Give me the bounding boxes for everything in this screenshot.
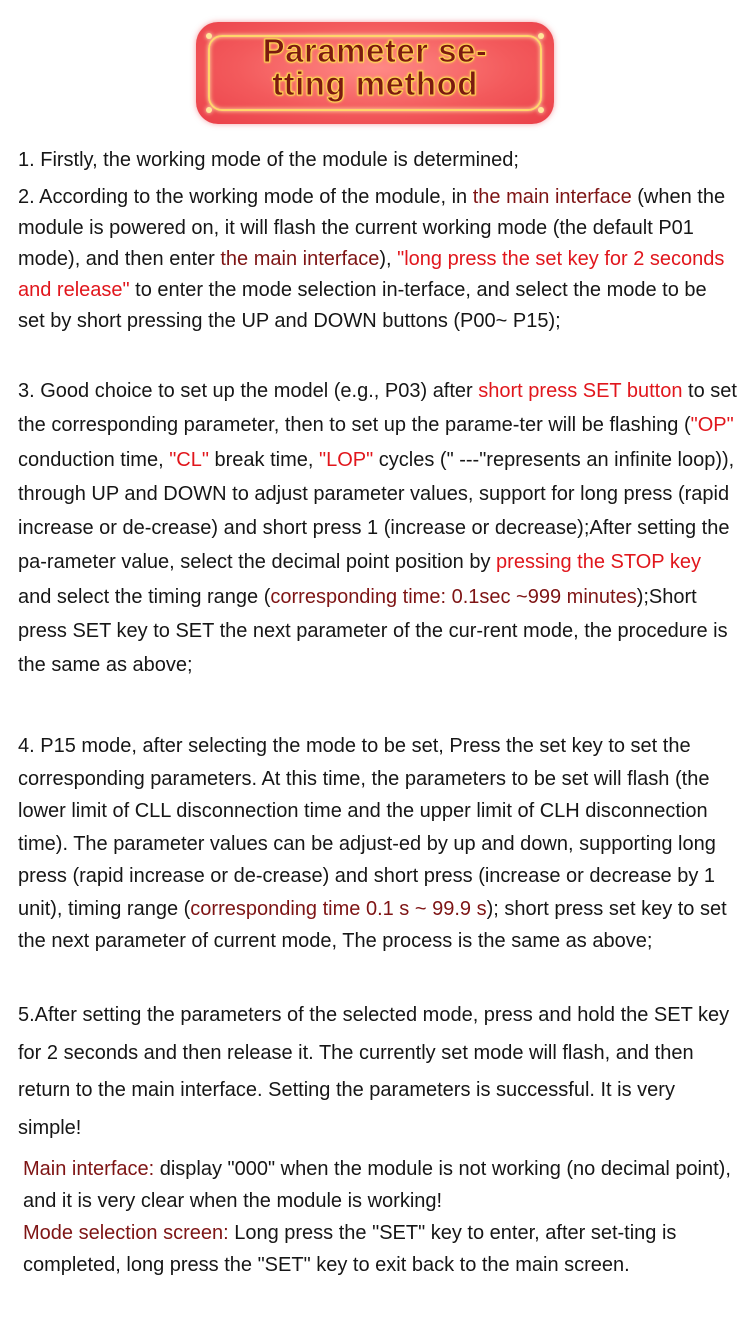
banner-corner-dot <box>538 107 544 113</box>
step-3-paragraph <box>18 374 738 683</box>
step-4-text: 4. P15 mode, after selecting the mode to be set, Press the set key to set the corresponding parameters. At this time, the parameters to be set will flash (the lower limit of CLL disconnection time and the upper limit of CLH disconnection time). The parameter values can be adjust-ed by up and down, supporting long press (rapid increase or de-crease) and short press (increase or decrease by 1 unit), timing range ( <box>18 735 716 920</box>
step-2-text: (when the module is powered on, it will flash the current working mode (the default P01 mode), and then enter <box>18 186 726 270</box>
highlight-lop: "LOP" <box>319 448 374 471</box>
page-title <box>196 34 554 100</box>
highlight-short-press-set: short press SET button <box>478 380 683 402</box>
step-2-paragraph <box>18 182 738 337</box>
step-3-text: conduction time, <box>18 448 170 471</box>
step-5-paragraph <box>18 997 738 1147</box>
main-interface-label: Main interface: <box>23 1158 155 1180</box>
step-4-text: ); short press set key to set the next parameter of current mode, The process is the same as above; <box>18 897 727 952</box>
step-1-paragraph <box>18 145 519 176</box>
step-3-text: break time, <box>208 448 320 471</box>
banner-corner-dot <box>206 107 212 113</box>
step-3-text: cycles (" ---"represents an infinite loop)), through UP and DOWN to adjust parameter values, support for long press (rapid increase or de-crease) and short press 1 (increase or decrease);After setting the pa-rameter value, select the decimal point position by <box>18 448 735 574</box>
title-banner <box>196 22 554 124</box>
step-3-text: );Short press SET key to SET the next parameter of the cur-rent mode, the procedure is the same as above; <box>18 585 728 677</box>
highlight-long-press: "long press the set key for 2 seconds and release" <box>18 248 725 301</box>
page-title-line-2: tting method <box>272 65 478 102</box>
step-5-text: 5.After setting the parameters of the selected mode, press and hold the SET key for 2 seconds and then release it. The currently set mode will flash, and then return to the main interface. Setting the parameters is successful. It is very simple! <box>18 1004 730 1139</box>
highlight-cl: "CL" <box>169 448 209 471</box>
step-4-paragraph <box>18 730 738 958</box>
highlight-time-range: corresponding time: 0.1sec ~999 minutes <box>270 585 637 608</box>
main-interface-text: display "000" when the module is not working (no decimal point), and it is very clear when the module is working! <box>23 1158 731 1212</box>
notes-block <box>23 1153 738 1281</box>
page-title-line-1: Parameter se- <box>262 32 488 69</box>
mode-selection-label: Mode selection screen: <box>23 1222 229 1244</box>
step-1-text: 1. Firstly, the working mode of the module is determined; <box>18 149 519 171</box>
step-2-text: 2. According to the working mode of the module, in <box>18 186 473 208</box>
highlight-stop-key: pressing the STOP key <box>496 551 701 574</box>
step-2-text: ), <box>379 248 398 270</box>
step-3-text: and select the timing range ( <box>18 585 271 608</box>
step-2-text: to enter the mode selection in-terface, and select the mode to be set by short pressing the UP and DOWN buttons (P00~ P15); <box>18 279 707 332</box>
step-3-text: 3. Good choice to set up the model (e.g., P03) after <box>18 380 479 402</box>
step-3-text: to set the corresponding parameter, then to set up the parame-ter will be flashing ( <box>18 380 737 437</box>
highlight-op: "OP" <box>690 414 734 437</box>
mode-selection-text: Long press the "SET" key to enter, after set-ting is completed, long press the "SET" key to exit back to the main screen. <box>23 1222 677 1276</box>
highlight-time-range: corresponding time 0.1 s ~ 99.9 s <box>190 897 487 920</box>
highlight-main-interface: the main interface <box>220 248 380 270</box>
highlight-main-interface: the main interface <box>472 186 632 208</box>
